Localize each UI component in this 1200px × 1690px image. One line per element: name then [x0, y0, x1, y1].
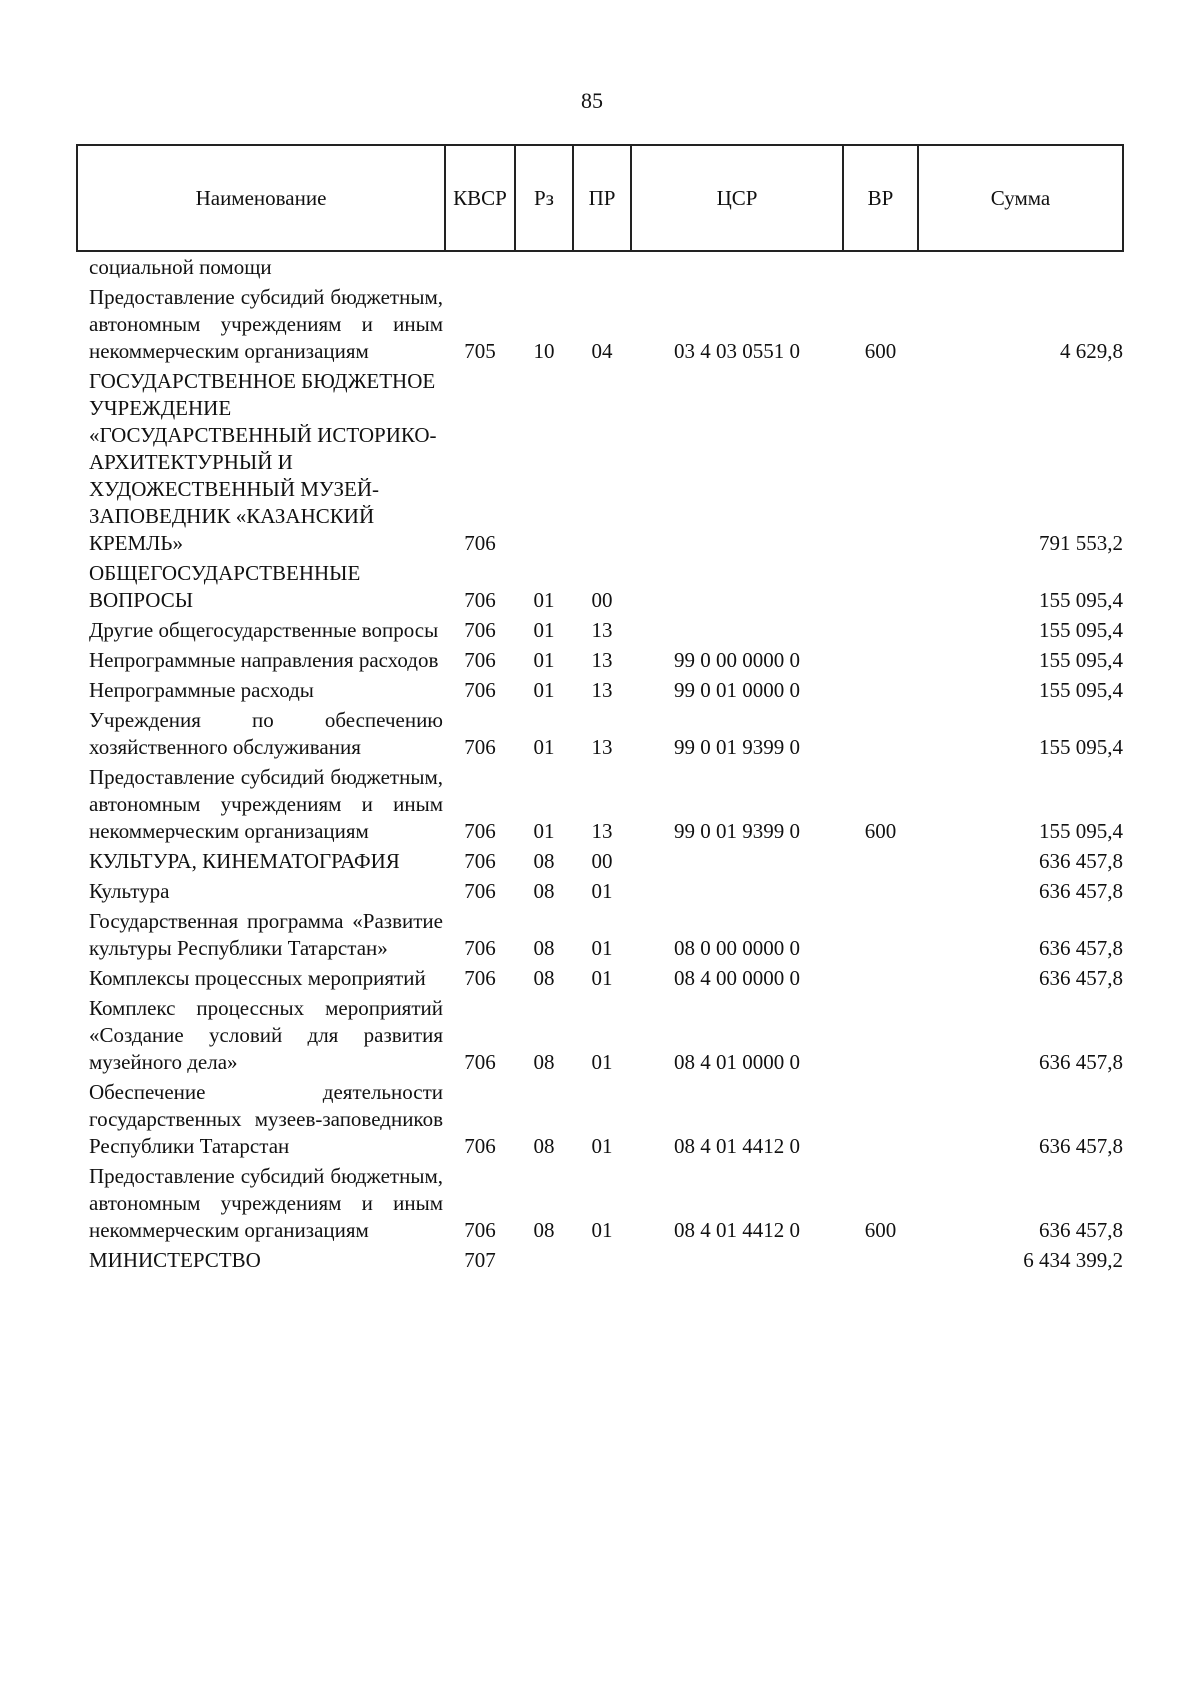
row-csr: 99 0 01 9399 0: [674, 819, 800, 843]
row-name: социальной помощи: [89, 255, 272, 279]
row-rz: [515, 366, 573, 558]
header-rz: Рз: [515, 145, 573, 251]
header-vr: ВР: [843, 145, 918, 251]
page-number: 85: [581, 88, 603, 113]
row-kvsr: 706: [464, 678, 496, 702]
header-pr: ПР: [573, 145, 631, 251]
row-name: Предоставление субсидий бюджетным, автономным учреждениям и иным некоммерческим организациям: [89, 765, 443, 843]
row-vr: [843, 251, 918, 282]
row-name: Учреждения по обеспечению хозяйственного обслуживания: [89, 708, 443, 759]
row-rz: 01: [533, 678, 555, 702]
table-row: [77, 963, 1123, 993]
row-csr: 08 0 00 0000 0: [674, 936, 800, 960]
row-rz: [515, 251, 573, 282]
row-rz: 01: [533, 588, 555, 612]
row-name: МИНИСТЕРСТВО: [89, 1248, 261, 1272]
row-csr: 08 4 01 4412 0: [674, 1218, 800, 1242]
row-sum: 4 629,8: [1060, 339, 1123, 363]
row-pr: 13: [591, 735, 613, 759]
row-csr: [631, 876, 843, 906]
header-sum: Сумма: [918, 145, 1123, 251]
row-kvsr: 706: [464, 618, 496, 642]
row-rz: 08: [533, 966, 555, 990]
row-kvsr: 706: [464, 849, 496, 873]
row-kvsr: 706: [464, 966, 496, 990]
row-vr: [843, 366, 918, 558]
table-row: [77, 615, 1123, 645]
table-row: [77, 705, 1123, 762]
table-row: [77, 1161, 1123, 1245]
row-name: Культура: [89, 879, 170, 903]
row-csr: [631, 251, 843, 282]
row-name: ОБЩЕГОСУДАРСТВЕННЫЕ ВОПРОСЫ: [89, 561, 361, 612]
row-csr: 99 0 01 9399 0: [674, 735, 800, 759]
row-name: Предоставление субсидий бюджетным, автономным учреждениям и иным некоммерческим организациям: [89, 285, 443, 363]
row-rz: 08: [533, 1050, 555, 1074]
row-sum: [918, 251, 1123, 282]
row-kvsr: 706: [464, 1218, 496, 1242]
row-pr: 13: [591, 819, 613, 843]
row-csr: [631, 615, 843, 645]
row-name: Другие общегосударственные вопросы: [89, 618, 439, 642]
row-vr: [843, 615, 918, 645]
row-sum: 636 457,8: [1039, 849, 1123, 873]
table-row: [77, 366, 1123, 558]
row-vr: [843, 675, 918, 705]
row-kvsr: 706: [464, 879, 496, 903]
row-csr: 99 0 01 0000 0: [674, 678, 800, 702]
row-csr: [631, 558, 843, 615]
row-pr: [573, 366, 631, 558]
row-rz: 01: [533, 618, 555, 642]
row-vr: [843, 963, 918, 993]
row-sum: 636 457,8: [1039, 1050, 1123, 1074]
table-row: [77, 251, 1123, 282]
header-name: Наименование: [77, 145, 445, 251]
table-row: [77, 876, 1123, 906]
row-pr: 13: [591, 678, 613, 702]
row-rz: 01: [533, 735, 555, 759]
row-csr: 08 4 01 4412 0: [674, 1134, 800, 1158]
row-name: Предоставление субсидий бюджетным, автономным учреждениям и иным некоммерческим организациям: [89, 1164, 443, 1242]
row-sum: 636 457,8: [1039, 966, 1123, 990]
table-row: [77, 762, 1123, 846]
table-row: [77, 645, 1123, 675]
table-body: [77, 251, 1123, 1275]
row-sum: 6 434 399,2: [1023, 1248, 1123, 1272]
row-vr: 600: [864, 819, 897, 843]
row-kvsr: 706: [464, 531, 496, 555]
row-vr: [843, 906, 918, 963]
row-vr: [843, 876, 918, 906]
row-kvsr: 706: [464, 588, 496, 612]
row-name: Обеспечение деятельности государственных музеев-заповедников Республики Татарстан: [89, 1080, 443, 1158]
table-row: [77, 282, 1123, 366]
row-sum: 636 457,8: [1039, 879, 1123, 903]
row-rz: 01: [533, 648, 555, 672]
table-row: [77, 1245, 1123, 1275]
row-sum: 155 095,4: [1039, 678, 1123, 702]
row-name: Комплексы процессных мероприятий: [89, 966, 426, 990]
table-row: [77, 846, 1123, 876]
table-row: [77, 558, 1123, 615]
row-name: Государственная программа «Развитие культуры Республики Татарстан»: [89, 909, 443, 960]
row-name: КУЛЬТУРА, КИНЕМАТОГРАФИЯ: [89, 849, 400, 873]
row-csr: 08 4 01 0000 0: [674, 1050, 800, 1074]
table-row: [77, 993, 1123, 1077]
row-rz: 08: [533, 879, 555, 903]
row-sum: 155 095,4: [1039, 618, 1123, 642]
row-pr: 00: [591, 849, 613, 873]
row-pr: 13: [591, 648, 613, 672]
row-vr: [843, 846, 918, 876]
row-pr: [573, 251, 631, 282]
row-name: ГОСУДАРСТВЕННОЕ БЮДЖЕТНОЕ УЧРЕЖДЕНИЕ «ГОСУДАРСТВЕННЫЙ ИСТОРИКО-АРХИТЕКТУРНЫЙ И ХУДОЖЕСТВЕННЫЙ МУЗЕЙ-ЗАПОВЕДНИК «КАЗАНСКИЙ КРЕМЛЬ»: [89, 369, 437, 555]
row-sum: 636 457,8: [1039, 1218, 1123, 1242]
row-kvsr: [445, 251, 515, 282]
header-csr: ЦСР: [631, 145, 843, 251]
row-rz: 08: [533, 1134, 555, 1158]
row-kvsr: 706: [464, 648, 496, 672]
row-kvsr: 706: [464, 1134, 496, 1158]
table-row: [77, 1077, 1123, 1161]
row-rz: 08: [533, 1218, 555, 1242]
table-row: [77, 675, 1123, 705]
row-vr: [843, 645, 918, 675]
row-pr: 01: [591, 966, 613, 990]
row-pr: 00: [591, 588, 613, 612]
row-sum: 636 457,8: [1039, 936, 1123, 960]
row-pr: 01: [591, 1050, 613, 1074]
row-sum: 155 095,4: [1039, 588, 1123, 612]
row-kvsr: 705: [464, 339, 496, 363]
row-csr: [631, 366, 843, 558]
row-pr: 01: [591, 879, 613, 903]
row-vr: [843, 1077, 918, 1161]
row-rz: 08: [533, 936, 555, 960]
row-pr: [573, 1245, 631, 1275]
row-kvsr: 706: [464, 1050, 496, 1074]
row-rz: 01: [533, 819, 555, 843]
row-vr: [843, 1245, 918, 1275]
row-pr: 01: [591, 1134, 613, 1158]
row-csr: [631, 846, 843, 876]
row-name: Комплекс процессных мероприятий «Создание условий для развития музейного дела»: [89, 996, 443, 1074]
row-pr: 04: [591, 339, 613, 363]
row-rz: 10: [533, 339, 555, 363]
row-sum: 155 095,4: [1039, 648, 1123, 672]
row-vr: [843, 558, 918, 615]
row-rz: [515, 1245, 573, 1275]
row-kvsr: 706: [464, 819, 496, 843]
row-csr: 08 4 00 0000 0: [674, 966, 800, 990]
row-sum: 791 553,2: [1039, 531, 1123, 555]
row-vr: 600: [864, 1218, 897, 1242]
row-csr: 03 4 03 0551 0: [674, 339, 800, 363]
row-kvsr: 706: [464, 936, 496, 960]
table-row: [77, 906, 1123, 963]
row-sum: 155 095,4: [1039, 819, 1123, 843]
row-csr: 99 0 00 0000 0: [674, 648, 800, 672]
row-vr: [843, 993, 918, 1077]
row-csr: [631, 1245, 843, 1275]
row-kvsr: 707: [464, 1248, 496, 1272]
budget-table: [76, 144, 1124, 1275]
row-pr: 01: [591, 1218, 613, 1242]
header-kvsr: КВСР: [445, 145, 515, 251]
row-rz: 08: [533, 849, 555, 873]
row-vr: 600: [864, 339, 897, 363]
row-sum: 636 457,8: [1039, 1134, 1123, 1158]
row-pr: 13: [591, 618, 613, 642]
row-sum: 155 095,4: [1039, 735, 1123, 759]
row-pr: 01: [591, 936, 613, 960]
row-name: Непрограммные расходы: [89, 678, 314, 702]
table-header: [77, 145, 1123, 251]
row-name: Непрограммные направления расходов: [89, 648, 439, 672]
row-kvsr: 706: [464, 735, 496, 759]
row-vr: [843, 705, 918, 762]
